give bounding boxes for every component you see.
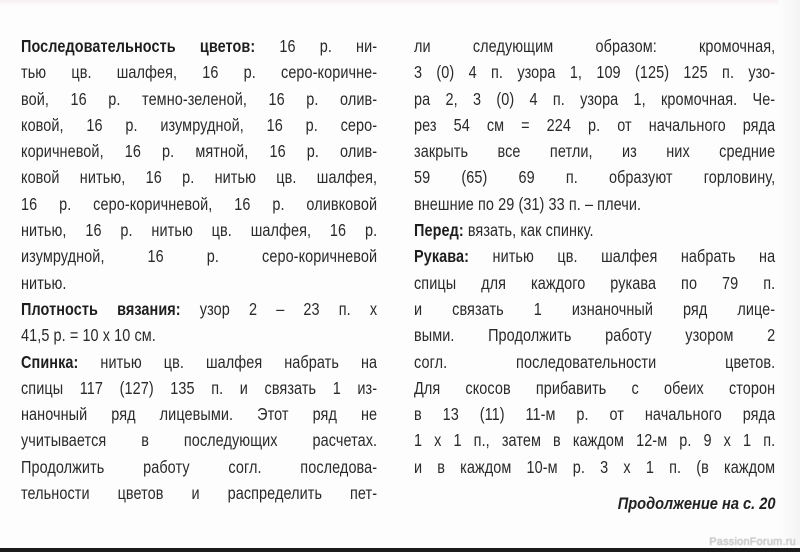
body-text: нитью, 16 р. нитью цв. шалфея, 16 р. <box>21 220 378 241</box>
body-text: выми. Продолжить работу узором 2 <box>414 325 776 346</box>
text-line <box>21 33 377 59</box>
text-line <box>21 86 377 112</box>
text-line <box>21 243 377 269</box>
text-line <box>414 375 775 401</box>
body-text: согл. последовательности цветов. <box>414 351 776 372</box>
body-text: 3 (0) 4 п. узора 1, 109 (125) 125 п. узо- <box>414 62 776 83</box>
text-line <box>21 454 377 480</box>
text-line <box>21 191 377 217</box>
text-line <box>21 349 377 375</box>
text-line <box>414 86 775 112</box>
text-line <box>21 217 377 243</box>
text-line <box>21 270 377 296</box>
body-text: ли следующим образом: кромочная, <box>414 36 776 56</box>
body-text: вязать, как спинку. <box>463 220 594 241</box>
section-heading: Последовательность цветов: <box>21 36 256 56</box>
body-text: и в каждом 10-м р. 3 х 1 п. (в каждом <box>414 456 776 477</box>
text-line <box>414 191 775 217</box>
body-text: учитывается в последующих расчетах. <box>21 430 378 451</box>
body-text: коричневой, 16 р. мятной, 16 р. олив- <box>21 141 378 162</box>
text-line <box>21 164 377 190</box>
body-text: узор 2 – 23 п. х <box>180 298 378 319</box>
section-heading: Спинка: <box>21 351 79 372</box>
text-line <box>21 480 377 506</box>
watermark: PassionForum.ru <box>709 536 796 548</box>
text-line <box>414 454 775 480</box>
body-text: рез 54 см = 224 р. от начального ряда <box>414 114 776 135</box>
body-text: 1 х 1 п., затем в каждом 12-м р. 9 х 1 п. <box>414 430 776 451</box>
text-line <box>414 164 775 190</box>
body-text: ра 2, 3 (0) 4 п. узора 1, кромочная. Че- <box>414 88 776 109</box>
body-text: 16 р. серо-коричневой, 16 р. оливковой <box>21 193 378 214</box>
text-line <box>414 138 775 164</box>
text-line <box>414 427 775 453</box>
bottom-edge <box>0 548 800 552</box>
text-line <box>414 401 775 427</box>
text-line <box>414 322 775 348</box>
body-text: в 13 (11) 11-м р. от начального ряда <box>414 404 776 425</box>
text-line <box>414 33 775 59</box>
body-text: 41,5 р. = 10 х 10 см. <box>21 325 156 346</box>
text-line <box>21 138 377 164</box>
body-text: спицы 117 (127) 135 п. и связать 1 из- <box>21 377 378 398</box>
body-text: нитью цв. шалфея набрать на <box>469 246 776 267</box>
body-text: изумрудной, 16 р. серо-коричневой <box>21 246 378 267</box>
body-text: Продолжить работу согл. последова- <box>21 456 378 477</box>
text-line <box>414 112 775 138</box>
body-text: спицы для каждого рукава по 79 п. <box>414 272 776 293</box>
section-heading: Перед: <box>414 220 464 241</box>
section-heading: Плотность вязания: <box>21 298 181 319</box>
body-text: тью цв. шалфея, 16 р. серо-коричне- <box>21 62 378 83</box>
text-line <box>414 243 775 269</box>
body-text: Для скосов прибавить с обеих сторон <box>414 377 776 398</box>
section-heading: Рукава: <box>414 246 470 267</box>
text-line <box>21 59 377 85</box>
text-line <box>21 375 377 401</box>
body-text: вой, 16 р. темно-зеленой, 16 р. олив- <box>21 88 378 109</box>
text-line <box>21 322 377 348</box>
text-line <box>414 270 775 296</box>
body-text: закрыть все петли, из них средние <box>414 141 776 162</box>
left-column <box>21 33 377 506</box>
text-line <box>414 296 775 322</box>
body-text: 59 (65) 69 п. образуют горловину, <box>414 167 776 188</box>
text-line <box>21 296 377 322</box>
body-text: наночный ряд лицевыми. Этот ряд не <box>21 404 378 425</box>
text-line <box>21 427 377 453</box>
body-text: и связать 1 изнаночный ряд лице- <box>414 298 776 319</box>
text-line <box>414 349 775 375</box>
body-text: нитью цв. шалфея набрать на <box>78 351 378 372</box>
text-line <box>21 112 377 138</box>
continuation-note: Продолжение на с. 20 <box>618 494 776 513</box>
body-text: 16 р. ни- <box>255 36 378 56</box>
body-text: нитью. <box>21 272 67 293</box>
text-line <box>414 59 775 85</box>
body-text: ковой нитью, 16 р. нитью цв. шалфея, <box>21 167 378 188</box>
text-line <box>21 401 377 427</box>
body-text: внешние по 29 (31) 33 п. – плечи. <box>414 193 642 214</box>
body-text: тельности цветов и распределить пет- <box>21 483 378 504</box>
text-line <box>414 217 775 243</box>
right-column <box>414 33 775 480</box>
body-text: ковой, 16 р. изумрудной, 16 р. серо- <box>21 114 378 135</box>
